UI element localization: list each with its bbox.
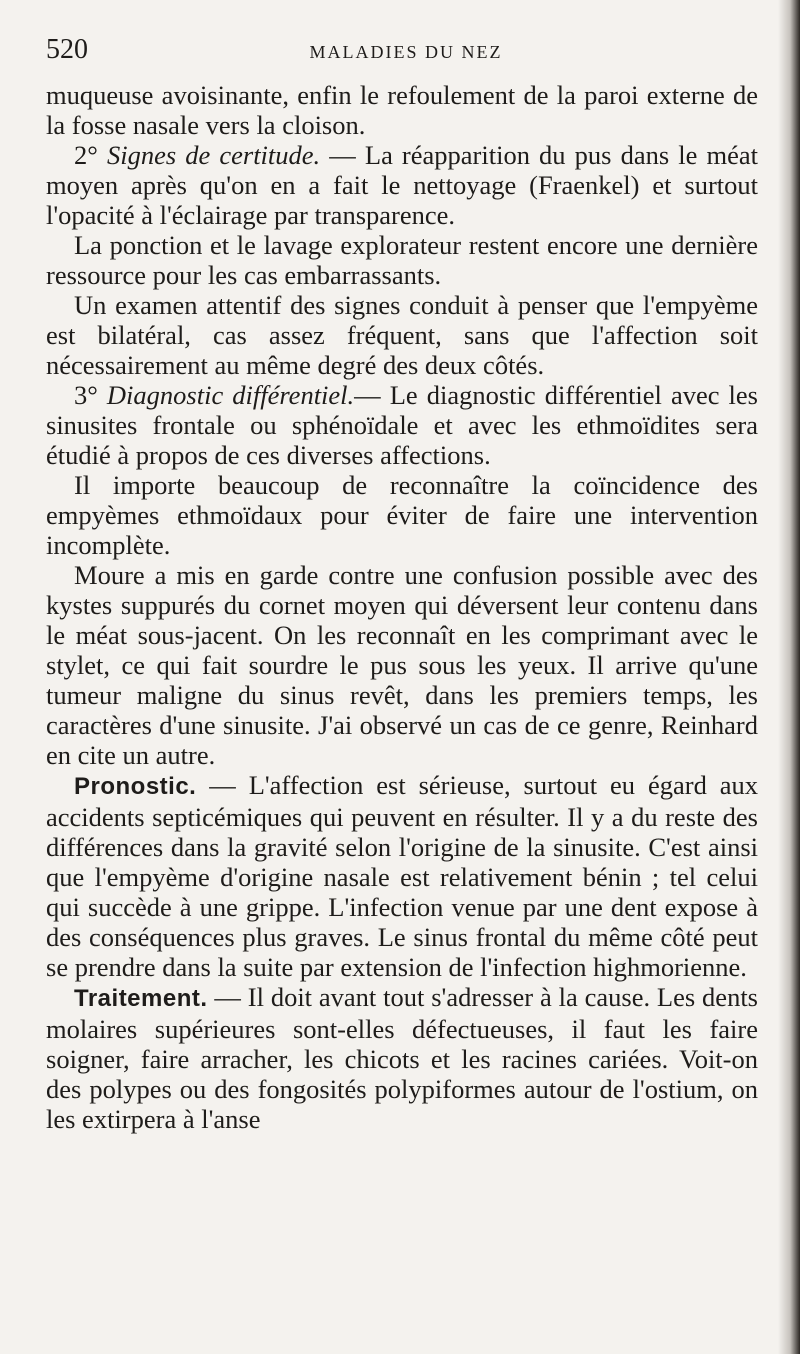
section-heading-traitement: Traitement. [74, 985, 208, 1012]
subheading-diagnostic-differentiel: Diagnostic différentiel. [106, 380, 355, 410]
page-edge-shadow [778, 0, 800, 1354]
item-number: 3° [74, 380, 107, 410]
paragraph-continuation: muqueuse avoisinante, enfin le refoulement de la paroi externe de la fosse nasale vers la cloison. [46, 80, 758, 140]
paragraph-body: — Le diagnostic différentiel avec les sinusites frontale ou sphénoïdale et avec les ethmoïdites sera étudié à propos de ces diverses affections. [46, 380, 758, 470]
item-number: 2° [74, 140, 107, 170]
section-heading-pronostic: Pronostic. [74, 773, 197, 800]
paragraph-body: — Il doit avant tout s'adresser à la cause. Les dents molaires supérieures sont-elles défectueuses, il faut les faire soigner, faire arracher, les chicots et les racines cariées. Voit-on des polypes ou des fongosités polypiformes autour de l'ostium, on les extirpera à l'anse [46, 982, 758, 1134]
paragraph-examen: Un examen attentif des signes conduit à penser que l'empyème est bilatéral, cas assez fréquent, sans que l'affection soit nécessairement au même degré des deux côtés. [46, 290, 758, 380]
paragraph-body: — L'affection est sérieuse, surtout eu égard aux accidents septicémiques qui peuvent en résulter. Il y a du reste des différences dans la gravité selon l'origine de la sinusite. C'est ainsi que l'empyème d'origine nasale est relativement bénin ; tel celui qui succède à une grippe. L'infection venue par une dent expose à des conséquences plus graves. Le sinus frontal du même côté peut se prendre dans la suite par extension de l'infection highmorienne. [46, 770, 758, 982]
body-text [46, 80, 758, 1134]
paragraph-body: — La réapparition du pus dans le méat moyen après qu'on en a fait le nettoyage (Fraenkel) et surtout l'opacité à l'éclairage par transparence. [46, 140, 758, 230]
page-header [46, 34, 766, 74]
paragraph-moure: Moure a mis en garde contre une confusion possible avec des kystes suppurés du cornet moyen qui déversent leur contenu dans le méat sous-jacent. On les reconnaît en les comprimant avec le stylet, ce qui fait sourdre le pus sous les yeux. Il arrive qu'une tumeur maligne du sinus revêt, dans les premiers temps, les caractères d'une sinusite. J'ai observé un cas de ce genre, Reinhard en cite un autre. [46, 560, 758, 770]
paragraph-traitement [46, 982, 758, 1134]
paragraph-signes-certitude [46, 140, 758, 230]
paragraph-ponction: La ponction et le lavage explorateur restent encore une dernière ressource pour les cas embarrassants. [46, 230, 758, 290]
subheading-signes-certitude: Signes de certitude. [106, 140, 321, 170]
paragraph-diagnostic-differentiel [46, 380, 758, 470]
paragraph-coincidence: Il importe beaucoup de reconnaître la coïncidence des empyèmes ethmoïdaux pour éviter de faire une intervention incomplète. [46, 470, 758, 560]
running-title: MALADIES DU NEZ [309, 42, 503, 62]
paragraph-pronostic [46, 770, 758, 982]
page-number: 520 [46, 34, 88, 65]
